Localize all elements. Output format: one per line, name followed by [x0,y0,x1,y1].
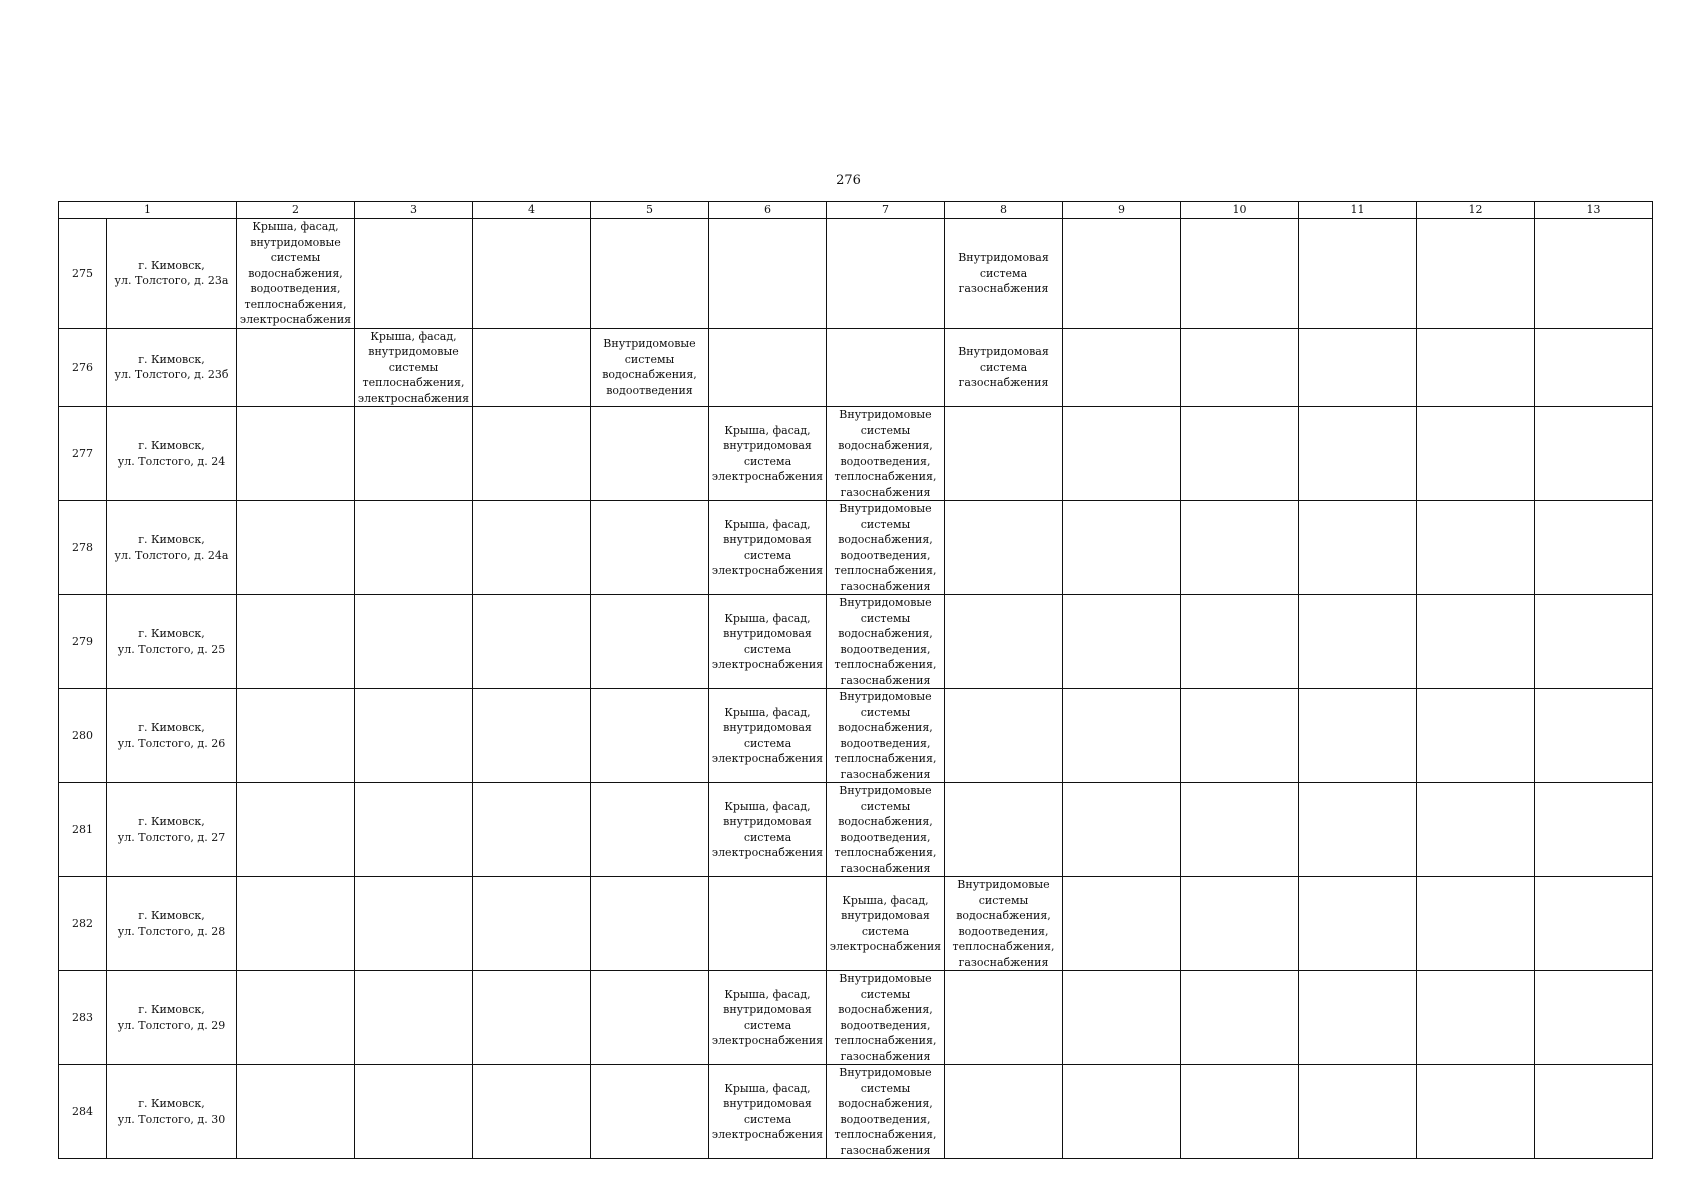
table-header [59,202,1653,219]
work-cell-col-2 [237,877,355,971]
work-cell-col-6 [709,501,827,595]
cell-text-line: система [743,1018,792,1032]
column-header-4: 4 [473,202,591,219]
cell-text-line: Крыша, фасад, [724,517,811,531]
cell-text-line: электроснабжения [357,391,470,405]
work-cell-col-11 [1299,407,1417,501]
address-cell [107,328,237,407]
cell-text-line: теплоснабжения, [834,658,937,671]
address-cell [107,689,237,783]
cell-text-line: внутридомовая [723,815,812,828]
cell-text-line: Крыша, фасад, [842,893,929,907]
cell-text-line: внутридомовые [250,235,341,249]
work-cell-col-10 [1181,971,1299,1065]
work-cell-col-10 [1181,689,1299,783]
cell-text-line: электроснабжения [711,470,824,483]
work-cell-col-10 [1181,328,1299,407]
row-number: 281 [59,783,107,877]
work-cell-col-7 [827,971,945,1065]
work-cell-col-8 [945,1065,1063,1159]
row-number: 282 [59,877,107,971]
cell-text-line: теплоснабжения, [834,1128,937,1141]
cell-text-line: Внутридомовая [958,251,1049,264]
cell-text-line: система [861,924,910,938]
work-cell-col-3 [355,219,473,329]
work-cell-col-6 [709,328,827,407]
cell-text-line: системы [860,517,911,531]
address-cell [107,219,237,329]
cell-text-line: водоснабжения, [956,909,1051,922]
work-cell-col-12 [1417,783,1535,877]
work-cell-col-3 [355,501,473,595]
cell-text-line: Внутридомовые [839,502,932,515]
work-cell-col-10 [1181,595,1299,689]
column-number-row [59,202,1653,219]
work-cell-col-13 [1535,689,1653,783]
cell-text-line: газоснабжения [840,1049,931,1063]
work-cell-col-3 [355,407,473,501]
work-cell-col-5 [591,328,709,407]
work-cell-col-11 [1299,689,1417,783]
work-cell-col-3 [355,877,473,971]
cell-text-line: водоотведения, [840,1112,931,1126]
cell-text-line: внутридомовая [841,909,930,922]
cell-text-line: г. Кимовск, [138,352,205,366]
work-cell-col-7 [827,1065,945,1159]
column-header-10: 10 [1181,202,1299,219]
table-row [59,689,1653,783]
work-cell-col-5 [591,407,709,501]
work-cell-col-6 [709,219,827,329]
cell-text-line: водоотведения, [840,830,931,844]
cell-text-line: Внутридомовые [839,596,932,609]
cell-text-line: водоотведения, [840,454,931,468]
work-cell-col-3 [355,595,473,689]
work-cell-col-5 [591,783,709,877]
cell-text-line: теплоснабжения, [834,1034,937,1047]
cell-text-line: Крыша, фасад, [724,799,811,813]
work-cell-col-12 [1417,1065,1535,1159]
cell-text-line: электроснабжения [711,1034,824,1047]
work-cell-col-8 [945,407,1063,501]
cell-text-line: ул. Толстого, д. 24а [114,548,229,562]
cell-text-line: ул. Толстого, д. 27 [117,830,226,844]
column-header-9: 9 [1063,202,1181,219]
column-header-6: 6 [709,202,827,219]
cell-text-line: система [743,548,792,562]
cell-text-line: ул. Толстого, д. 25 [117,642,226,656]
row-number: 278 [59,501,107,595]
cell-text-line: внутридомовая [723,439,812,452]
cell-text-line: внутридомовая [723,1097,812,1110]
work-cell-col-2 [237,1065,355,1159]
column-header-1: 1 [59,202,237,219]
cell-text-line: Внутридомовые [839,690,932,703]
address-cell [107,783,237,877]
work-cell-col-12 [1417,595,1535,689]
row-number: 275 [59,219,107,329]
cell-text-line: внутридомовая [723,533,812,546]
cell-text-line: системы [860,987,911,1001]
cell-text-line: Крыша, фасад, [724,705,811,719]
column-header-2: 2 [237,202,355,219]
work-cell-col-3 [355,971,473,1065]
table-row [59,407,1653,501]
cell-text-line: газоснабжения [958,376,1049,389]
work-cell-col-2 [237,689,355,783]
work-cell-col-7 [827,328,945,407]
cell-text-line: системы [860,799,911,813]
work-cell-col-10 [1181,877,1299,971]
work-cell-col-8 [945,971,1063,1065]
work-cell-col-12 [1417,877,1535,971]
cell-text-line: водоотведения, [840,736,931,750]
address-cell [107,595,237,689]
cell-text-line: Внутридомовая [958,345,1049,358]
cell-text-line: водоснабжения, [838,1097,933,1110]
cell-text-line: газоснабжения [958,282,1049,295]
work-cell-col-9 [1063,689,1181,783]
work-cell-col-7 [827,877,945,971]
table-row [59,595,1653,689]
work-cell-col-12 [1417,689,1535,783]
cell-text-line: Внутридомовые [957,878,1050,891]
work-cell-col-11 [1299,595,1417,689]
cell-text-line: Крыша, фасад, [252,220,339,233]
work-cell-col-4 [473,689,591,783]
cell-text-line: системы [860,705,911,719]
work-cell-col-10 [1181,501,1299,595]
cell-text-line: г. Кимовск, [138,909,205,922]
cell-text-line: теплоснабжения, [362,376,465,389]
cell-text-line: электроснабжения [829,940,942,953]
work-cell-col-7 [827,407,945,501]
cell-text-line: газоснабжения [840,861,931,875]
row-number: 283 [59,971,107,1065]
cell-text-line: водоснабжения, [838,1003,933,1016]
work-cell-col-4 [473,328,591,407]
table-row [59,783,1653,877]
table-row [59,1065,1653,1159]
cell-text-line: электроснабжения [711,658,824,671]
work-cell-col-7 [827,595,945,689]
work-cell-col-13 [1535,501,1653,595]
address-cell [107,1065,237,1159]
work-cell-col-5 [591,501,709,595]
table-row [59,501,1653,595]
work-cell-col-5 [591,595,709,689]
work-cell-col-4 [473,877,591,971]
work-cell-col-3 [355,328,473,407]
cell-text-line: системы [978,893,1029,907]
cell-text-line: водоотведения, [250,282,341,295]
cell-text-line: система [743,830,792,844]
row-number: 280 [59,689,107,783]
work-cell-col-13 [1535,219,1653,329]
cell-text-line: Внутридомовые [839,408,932,421]
cell-text-line: г. Кимовск, [138,721,205,734]
work-cell-col-9 [1063,877,1181,971]
cell-text-line: водоснабжения, [838,815,933,828]
cell-text-line: водоотведения [606,383,693,397]
table-row [59,219,1653,329]
work-cell-col-4 [473,219,591,329]
cell-text-line: водоснабжения, [602,368,697,382]
work-cell-col-11 [1299,783,1417,877]
page-number: 276 [836,173,861,188]
work-cell-col-4 [473,501,591,595]
column-header-13: 13 [1535,202,1653,219]
repair-schedule-table [58,201,1653,1159]
cell-text-line: теплоснабжения, [834,564,937,577]
work-cell-col-10 [1181,1065,1299,1159]
row-number: 279 [59,595,107,689]
work-cell-col-2 [237,595,355,689]
cell-text-line: Внутридомовые [839,972,932,985]
address-cell [107,407,237,501]
cell-text-line: электроснабжения [711,564,824,577]
cell-text-line: система [743,454,792,468]
work-cell-col-2 [237,501,355,595]
work-cell-col-9 [1063,501,1181,595]
cell-text-line: водоотведения, [958,924,1049,938]
work-cell-col-2 [237,407,355,501]
work-cell-col-8 [945,689,1063,783]
cell-text-line: водоснабжения, [838,627,933,640]
work-cell-col-11 [1299,328,1417,407]
address-cell [107,971,237,1065]
column-header-7: 7 [827,202,945,219]
cell-text-line: ул. Толстого, д. 23а [114,274,229,288]
work-cell-col-5 [591,219,709,329]
work-cell-col-13 [1535,407,1653,501]
work-cell-col-6 [709,595,827,689]
work-cell-col-13 [1535,328,1653,407]
cell-text-line: система [743,736,792,750]
work-cell-col-8 [945,783,1063,877]
cell-text-line: газоснабжения [840,1143,931,1157]
work-cell-col-6 [709,971,827,1065]
work-cell-col-2 [237,971,355,1065]
work-cell-col-7 [827,783,945,877]
work-cell-col-7 [827,501,945,595]
cell-text-line: ул. Толстого, д. 26 [117,736,226,750]
work-cell-col-8 [945,595,1063,689]
cell-text-line: системы [388,360,439,374]
cell-text-line: теплоснабжения, [834,470,937,483]
cell-text-line: Крыша, фасад, [724,1081,811,1095]
work-cell-col-4 [473,783,591,877]
cell-text-line: Внутридомовые [839,784,932,797]
cell-text-line: газоснабжения [840,485,931,499]
cell-text-line: г. Кимовск, [138,627,205,640]
work-cell-col-8 [945,501,1063,595]
work-cell-col-3 [355,783,473,877]
work-cell-col-9 [1063,971,1181,1065]
work-cell-col-11 [1299,219,1417,329]
cell-text-line: системы [860,423,911,437]
cell-text-line: электроснабжения [239,313,352,326]
cell-text-line: внутридомовая [723,627,812,640]
work-cell-col-9 [1063,783,1181,877]
work-cell-col-13 [1535,971,1653,1065]
work-cell-col-13 [1535,877,1653,971]
work-cell-col-4 [473,595,591,689]
cell-text-line: внутридомовая [723,1003,812,1016]
work-cell-col-2 [237,328,355,407]
row-number: 284 [59,1065,107,1159]
work-cell-col-11 [1299,501,1417,595]
cell-text-line: ул. Толстого, д. 23б [114,368,229,382]
work-cell-col-7 [827,219,945,329]
cell-text-line: ул. Толстого, д. 24 [117,454,226,468]
cell-text-line: электроснабжения [711,846,824,859]
work-cell-col-7 [827,689,945,783]
work-cell-col-10 [1181,783,1299,877]
cell-text-line: системы [270,251,321,264]
cell-text-line: теплоснабжения, [834,752,937,765]
work-cell-col-12 [1417,971,1535,1065]
work-cell-col-6 [709,407,827,501]
cell-text-line: ул. Толстого, д. 29 [117,1018,226,1032]
cell-text-line: водоснабжения, [838,439,933,452]
cell-text-line: газоснабжения [840,579,931,593]
cell-text-line: система [979,266,1028,280]
work-cell-col-5 [591,1065,709,1159]
cell-text-line: система [743,1112,792,1126]
work-cell-col-11 [1299,1065,1417,1159]
work-cell-col-4 [473,407,591,501]
work-cell-col-12 [1417,328,1535,407]
work-cell-col-10 [1181,219,1299,329]
cell-text-line: теплоснабжения, [834,846,937,859]
cell-text-line: системы [624,352,675,366]
cell-text-line: водоотведения, [840,548,931,562]
work-cell-col-3 [355,689,473,783]
work-cell-col-2 [237,783,355,877]
cell-text-line: система [979,360,1028,374]
work-cell-col-13 [1535,1065,1653,1159]
work-cell-col-5 [591,689,709,783]
work-cell-col-9 [1063,328,1181,407]
row-number: 276 [59,328,107,407]
work-cell-col-13 [1535,595,1653,689]
cell-text-line: электроснабжения [711,752,824,765]
cell-text-line: внутридомовые [368,345,459,358]
cell-text-line: системы [860,1081,911,1095]
table-row [59,877,1653,971]
address-cell [107,501,237,595]
work-cell-col-8 [945,328,1063,407]
work-cell-col-10 [1181,407,1299,501]
work-cell-col-9 [1063,595,1181,689]
cell-text-line: системы [860,611,911,625]
cell-text-line: газоснабжения [958,955,1049,969]
address-cell [107,877,237,971]
work-cell-col-11 [1299,877,1417,971]
column-header-12: 12 [1417,202,1535,219]
work-cell-col-9 [1063,219,1181,329]
cell-text-line: водоснабжения, [838,533,933,546]
cell-text-line: г. Кимовск, [138,1097,205,1110]
cell-text-line: Внутридомовые [603,337,696,351]
column-header-8: 8 [945,202,1063,219]
work-cell-col-4 [473,971,591,1065]
work-cell-col-8 [945,877,1063,971]
cell-text-line: Крыша, фасад, [724,423,811,437]
cell-text-line: газоснабжения [840,767,931,781]
cell-text-line: Крыша, фасад, [370,329,457,343]
work-cell-col-12 [1417,407,1535,501]
work-cell-col-6 [709,783,827,877]
table-row [59,971,1653,1065]
row-number: 277 [59,407,107,501]
cell-text-line: водоотведения, [840,642,931,656]
work-cell-col-12 [1417,501,1535,595]
work-cell-col-9 [1063,407,1181,501]
cell-text-line: водоснабжения, [838,721,933,734]
cell-text-line: водоснабжения, [248,266,343,280]
column-header-11: 11 [1299,202,1417,219]
cell-text-line: г. Кимовск, [138,815,205,828]
cell-text-line: г. Кимовск, [138,533,205,546]
cell-text-line: Крыша, фасад, [724,987,811,1001]
work-cell-col-5 [591,877,709,971]
column-header-5: 5 [591,202,709,219]
cell-text-line: внутридомовая [723,721,812,734]
work-cell-col-4 [473,1065,591,1159]
work-cell-col-2 [237,219,355,329]
work-cell-col-13 [1535,783,1653,877]
cell-text-line: Крыша, фасад, [724,611,811,625]
cell-text-line: г. Кимовск, [138,1003,205,1016]
work-cell-col-5 [591,971,709,1065]
cell-text-line: г. Кимовск, [138,258,205,272]
column-header-3: 3 [355,202,473,219]
work-cell-col-8 [945,219,1063,329]
cell-text-line: система [743,642,792,656]
cell-text-line: ул. Толстого, д. 28 [117,924,226,938]
work-cell-col-6 [709,1065,827,1159]
cell-text-line: ул. Толстого, д. 30 [117,1112,226,1126]
cell-text-line: электроснабжения [711,1128,824,1141]
work-cell-col-9 [1063,1065,1181,1159]
work-cell-col-12 [1417,219,1535,329]
cell-text-line: теплоснабжения, [244,297,347,311]
cell-text-line: г. Кимовск, [138,439,205,452]
cell-text-line: газоснабжения [840,673,931,687]
table-row [59,328,1653,407]
work-cell-col-6 [709,689,827,783]
cell-text-line: Внутридомовые [839,1066,932,1079]
table-body [59,219,1653,1159]
work-cell-col-3 [355,1065,473,1159]
cell-text-line: водоотведения, [840,1018,931,1032]
work-cell-col-11 [1299,971,1417,1065]
work-cell-col-6 [709,877,827,971]
cell-text-line: теплоснабжения, [952,940,1055,953]
